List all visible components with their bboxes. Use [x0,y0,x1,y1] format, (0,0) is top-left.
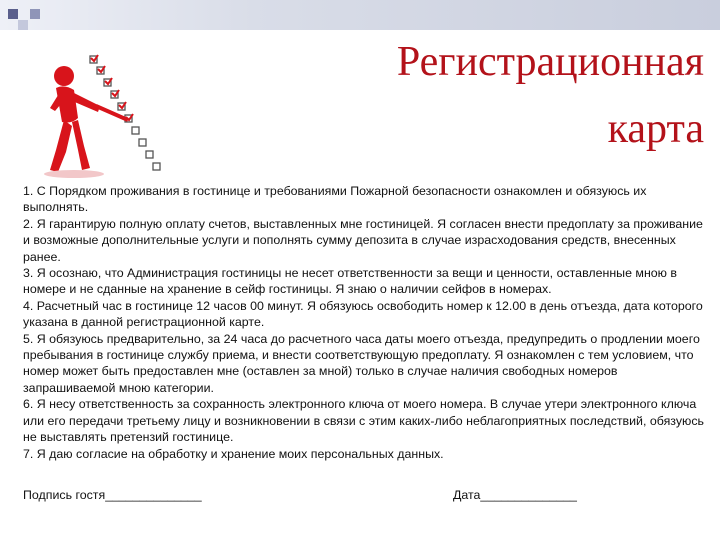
decor-square-mid [30,9,40,19]
decor-square-light [18,20,28,30]
term-paragraph-3: 3. Я осознаю, что Администрация гостиницы не несет ответственности за вещи и ценности, оставленные мною в номере и не сданные на хранение в сейф гостиницы. Я знаю о наличии сейфов в номерах. [23,266,677,297]
term-paragraph-4: 4. Расчетный час в гостинице 12 часов 00 минут. Я обязуюсь освободить номер к 12.00 в день отъезда, дата которого указана в данной регистрационной карте. [23,298,703,330]
term-paragraph-5: 5. Я обязуюсь предварительно, за 24 часа до расчетного часа даты моего отъезда, предупредить о продлении моего пребывания в гостинице службу приема, и внести соответствующую предоплату. Я ознакомлен с тем условием, что номер может быть предоставлен мне (оставлен за мной) только в случае наличия свободных номеров запрашиваемой мною категории. [23,331,700,395]
term-paragraph-2: 2. Я гарантирую полную оплату счетов, выставленных мне гостиницей. Я согласен внести предоплату за проживание и возможные дополнительные услуги и пополнять сумму депозита в случае израсходования средств, внесенных ранее. [23,216,703,264]
term-paragraph-7: 7. Я даю согласие на обработку и хранение моих персональных данных. [23,446,444,461]
page-title-line-2: карта [607,106,704,152]
header-gradient-bar [0,0,720,30]
term-paragraph-1: 1. С Порядком проживания в гостинице и требованиями Пожарной безопасности ознакомлен и обязуюсь их выполнять. [23,184,647,215]
date-line: Дата______________ [453,488,577,502]
red-figure-checklist-icon [38,46,188,182]
terms-body [23,183,713,462]
page-title-line-1: Регистрационная [396,39,704,85]
decor-square-dark [8,9,18,19]
term-paragraph-6: 6. Я несу ответственность за сохранность электронного ключа от моего номера. В случае утери электронного ключа или его передачи третьему лицу и возникновении в связи с этим каких-либо неблагоприятных последствий, обязуюсь не выставлять претензий гостинице. [23,397,704,445]
guest-signature-line: Подпись гостя______________ [23,488,202,502]
